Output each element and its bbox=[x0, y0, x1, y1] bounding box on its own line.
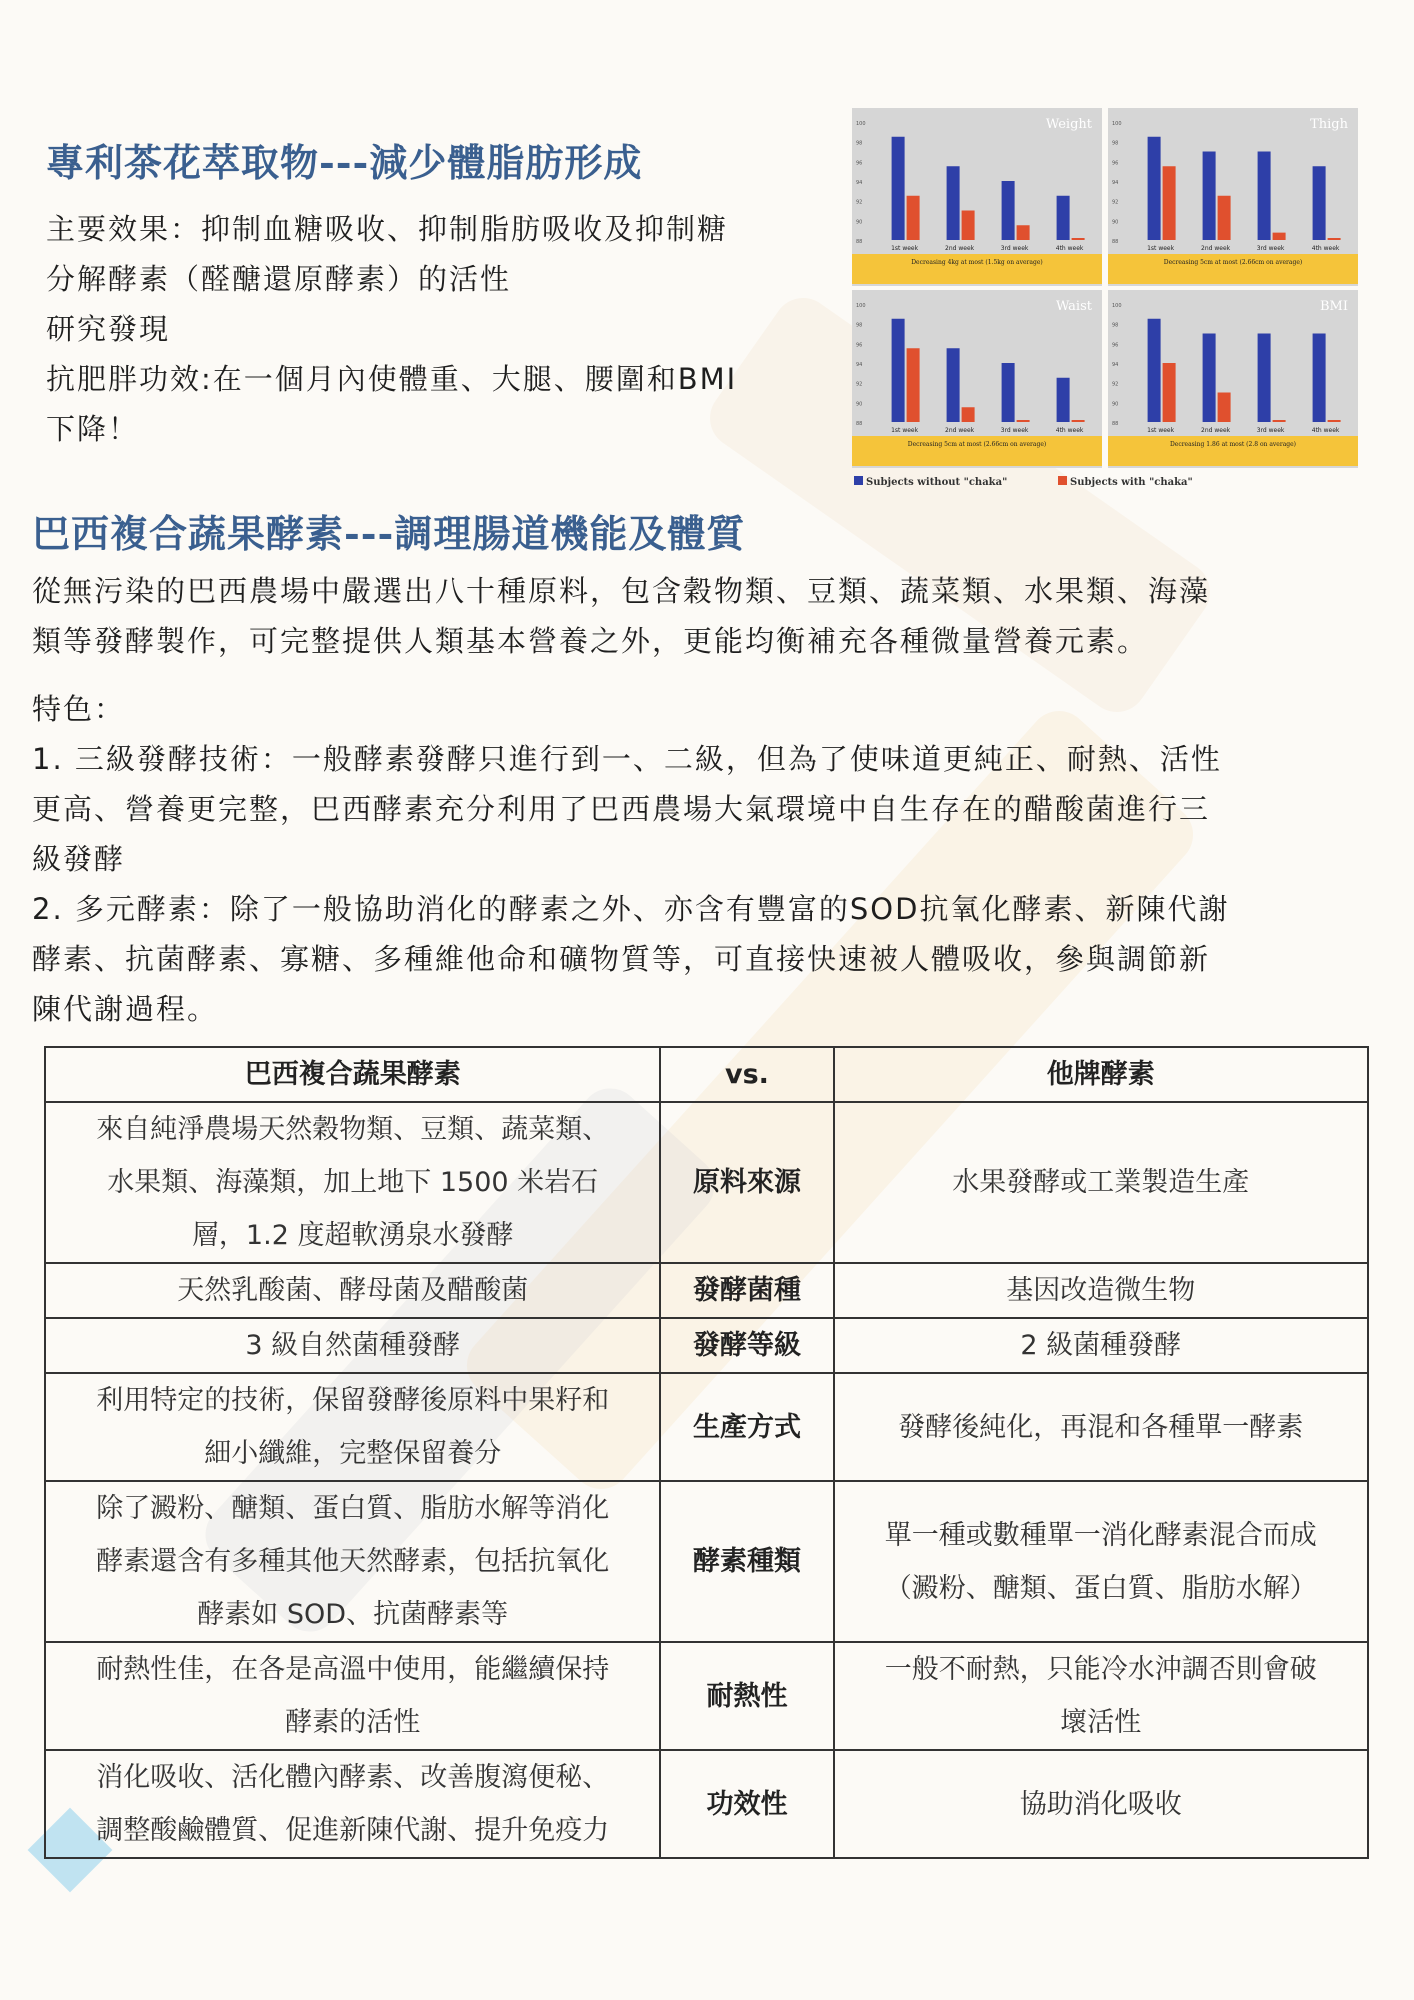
y-tick-label: 100 bbox=[856, 121, 866, 127]
y-tick-label: 90 bbox=[856, 401, 863, 408]
other-enzyme-cell bbox=[834, 1642, 1368, 1750]
panel-caption: Decreasing 4kg at most (1.5kg on average) bbox=[911, 259, 1043, 266]
cell-line: 水果類、海藻類，加上地下 1500 米岩石 bbox=[107, 1167, 599, 1198]
text-line: 分解酵素（醛醣還原酵素）的活性 bbox=[46, 262, 512, 296]
section1-body bbox=[46, 204, 836, 454]
other-enzyme-cell bbox=[834, 1481, 1368, 1642]
bar bbox=[1163, 363, 1176, 422]
panel-caption: Decreasing 5cm at most (2.66cm on average) bbox=[907, 441, 1047, 448]
bar bbox=[1203, 334, 1216, 423]
criterion-cell: 發酵菌種 bbox=[660, 1263, 833, 1318]
text-line: 下降！ bbox=[46, 412, 140, 446]
cell-line: 消化吸收、活化體內酵素、改善腹瀉便秘、 bbox=[96, 1762, 610, 1793]
criterion-cell: 酵素種類 bbox=[660, 1481, 833, 1642]
bar bbox=[1273, 233, 1286, 240]
column-header: 他牌酵素 bbox=[834, 1047, 1368, 1102]
cell-line: 除了澱粉、醣類、蛋白質、脂肪水解等消化 bbox=[96, 1493, 610, 1524]
text-line: 2. 多元酵素：除了一般協助消化的酵素之外、亦含有豐富的SOD抗氧化酵素、新陳代謝 bbox=[32, 892, 1230, 926]
other-enzyme-cell bbox=[834, 1318, 1368, 1373]
cell-line: 一般不耐熱，只能冷水沖調否則會破 bbox=[884, 1654, 1317, 1685]
cell-line: 耐熱性佳，在各是高溫中使用，能繼續保持 bbox=[96, 1654, 610, 1685]
x-tick-label: 4th week bbox=[1311, 427, 1340, 434]
cell-line: 協助消化吸收 bbox=[1019, 1788, 1182, 1820]
panel-title: Weight bbox=[1045, 117, 1092, 132]
criterion-cell: 生產方式 bbox=[660, 1373, 833, 1481]
section2-features bbox=[32, 684, 1392, 1034]
bar bbox=[962, 211, 975, 241]
y-tick-label: 92 bbox=[856, 381, 863, 388]
x-tick-label: 3rd week bbox=[1000, 245, 1029, 252]
y-tick-label: 100 bbox=[1112, 303, 1122, 309]
x-tick-label: 2nd week bbox=[1201, 245, 1231, 252]
bar bbox=[1163, 166, 1176, 240]
bar bbox=[962, 407, 975, 422]
bar bbox=[907, 196, 920, 240]
x-tick-label: 1st week bbox=[1147, 245, 1175, 252]
table-row bbox=[45, 1373, 1368, 1481]
bar bbox=[1072, 238, 1085, 240]
other-enzyme-cell bbox=[834, 1750, 1368, 1858]
cell-line: 層，1.2 度超軟湧泉水發酵 bbox=[191, 1220, 514, 1251]
cell-line: 調整酸鹼體質、促進新陳代謝、提升免疫力 bbox=[96, 1815, 610, 1846]
y-tick-label: 98 bbox=[1112, 140, 1119, 147]
x-tick-label: 2nd week bbox=[1201, 427, 1231, 434]
x-tick-label: 2nd week bbox=[945, 427, 975, 434]
y-tick-label: 90 bbox=[1112, 219, 1119, 226]
y-tick-label: 100 bbox=[1112, 121, 1122, 127]
panel-caption: Decreasing 5cm at most (2.66cm on average) bbox=[1163, 259, 1303, 266]
brazil-enzyme-cell bbox=[45, 1481, 660, 1642]
section1-title: 專利茶花萃取物---減少體脂肪形成 bbox=[46, 140, 643, 185]
brazil-enzyme-cell bbox=[45, 1102, 660, 1263]
y-tick-label: 90 bbox=[1112, 401, 1119, 408]
cell-line: 天然乳酸菌、酵母菌及醋酸菌 bbox=[177, 1275, 529, 1306]
panel-caption: Decreasing 1.86 at most (2.8 on average) bbox=[1169, 441, 1297, 448]
bar bbox=[1057, 196, 1070, 240]
bar bbox=[947, 166, 960, 240]
text-line: 陳代謝過程。 bbox=[32, 992, 219, 1026]
study-chart bbox=[852, 108, 1358, 488]
y-tick-label: 96 bbox=[856, 342, 863, 349]
bar bbox=[1203, 152, 1216, 241]
x-tick-label: 1st week bbox=[891, 245, 919, 252]
bar bbox=[1057, 378, 1070, 422]
brazil-enzyme-cell bbox=[45, 1263, 660, 1318]
table-header-row bbox=[45, 1047, 1368, 1102]
y-tick-label: 88 bbox=[1112, 421, 1119, 427]
text-line: 抗肥胖功效:在一個月內使體重、大腿、腰圍和BMI bbox=[46, 362, 738, 396]
other-enzyme-cell bbox=[834, 1102, 1368, 1263]
criterion-cell: 原料來源 bbox=[660, 1102, 833, 1263]
bar bbox=[1148, 137, 1161, 240]
x-tick-label: 4th week bbox=[1311, 245, 1340, 252]
criterion-cell: 功效性 bbox=[660, 1750, 833, 1858]
table-row bbox=[45, 1102, 1368, 1263]
x-tick-label: 4th week bbox=[1055, 245, 1084, 252]
cell-line: 發酵後純化，再混和各種單一酵素 bbox=[898, 1411, 1304, 1443]
bar bbox=[1273, 420, 1286, 422]
x-tick-label: 3rd week bbox=[1256, 427, 1285, 434]
table-row bbox=[45, 1642, 1368, 1750]
cell-line: 基因改造微生物 bbox=[1006, 1275, 1196, 1306]
cell-line: 水果發酵或工業製造生產 bbox=[952, 1167, 1250, 1198]
legend-label: Subjects with "chaka" bbox=[1070, 477, 1193, 488]
cell-line: （澱粉、醣類、蛋白質、脂肪水解） bbox=[884, 1572, 1317, 1604]
text-line: 主要效果：抑制血糖吸收、抑制脂肪吸收及抑制糖 bbox=[46, 212, 729, 246]
bar bbox=[1002, 181, 1015, 240]
legend-label: Subjects without "chaka" bbox=[866, 477, 1008, 488]
y-tick-label: 92 bbox=[856, 199, 863, 206]
brazil-enzyme-cell bbox=[45, 1750, 660, 1858]
bar bbox=[1313, 166, 1326, 240]
bar bbox=[1328, 238, 1341, 240]
cell-line: 2 級菌種發酵 bbox=[1020, 1330, 1182, 1361]
y-tick-label: 98 bbox=[856, 322, 863, 329]
text-line: 特色： bbox=[32, 692, 126, 726]
table-row bbox=[45, 1750, 1368, 1858]
table-row bbox=[45, 1481, 1368, 1642]
bar bbox=[892, 319, 905, 422]
y-tick-label: 88 bbox=[856, 239, 863, 245]
cell-line: 來自純淨農場天然穀物類、豆類、蔬菜類、 bbox=[96, 1114, 610, 1145]
cell-line: 壞活性 bbox=[1060, 1707, 1142, 1738]
text-line: 1. 三級發酵技術：一般酵素發酵只進行到一、二級，但為了使味道更純正、耐熱、活性 bbox=[32, 742, 1222, 776]
comparison-table bbox=[44, 1046, 1369, 1859]
bar bbox=[1072, 420, 1085, 422]
text-line: 更高、營養更完整，巴西酵素充分利用了巴西農場大氣環境中自生存在的醋酸菌進行三 bbox=[32, 792, 1211, 826]
other-enzyme-cell bbox=[834, 1263, 1368, 1318]
table-row bbox=[45, 1263, 1368, 1318]
y-tick-label: 98 bbox=[856, 140, 863, 147]
bar bbox=[892, 137, 905, 240]
criterion-cell: 發酵等級 bbox=[660, 1318, 833, 1373]
y-tick-label: 98 bbox=[1112, 322, 1119, 329]
legend-swatch bbox=[1058, 476, 1067, 485]
y-tick-label: 94 bbox=[856, 362, 863, 368]
brazil-enzyme-cell bbox=[45, 1318, 660, 1373]
section2-intro bbox=[32, 566, 1392, 666]
text-line: 級發酵 bbox=[32, 842, 126, 876]
section2-title: 巴西複合蔬果酵素---調理腸道機能及體質 bbox=[32, 511, 746, 556]
y-tick-label: 92 bbox=[1112, 199, 1119, 206]
y-tick-label: 92 bbox=[1112, 381, 1119, 388]
cell-line: 單一種或數種單一消化酵素混合而成 bbox=[884, 1519, 1317, 1551]
y-tick-label: 94 bbox=[1112, 180, 1119, 186]
brazil-enzyme-cell bbox=[45, 1373, 660, 1481]
y-tick-label: 90 bbox=[856, 219, 863, 226]
x-tick-label: 2nd week bbox=[945, 245, 975, 252]
y-tick-label: 96 bbox=[1112, 342, 1119, 349]
criterion-cell: 耐熱性 bbox=[660, 1642, 833, 1750]
x-tick-label: 4th week bbox=[1055, 427, 1084, 434]
y-tick-label: 88 bbox=[1112, 239, 1119, 245]
table-row bbox=[45, 1318, 1368, 1373]
bar bbox=[1148, 319, 1161, 422]
x-tick-label: 3rd week bbox=[1000, 427, 1029, 434]
legend-swatch bbox=[854, 476, 863, 485]
y-tick-label: 94 bbox=[1112, 362, 1119, 368]
bar bbox=[947, 348, 960, 422]
cell-line: 酵素的活性 bbox=[285, 1707, 421, 1738]
y-tick-label: 96 bbox=[856, 160, 863, 167]
cell-line: 酵素如 SOD、抗菌酵素等 bbox=[197, 1599, 509, 1630]
panel-title: Waist bbox=[1055, 299, 1092, 314]
cell-line: 利用特定的技術，保留發酵後原料中果籽和 bbox=[96, 1385, 610, 1416]
bar bbox=[1218, 393, 1231, 423]
brazil-enzyme-cell bbox=[45, 1642, 660, 1750]
y-tick-label: 94 bbox=[856, 180, 863, 186]
column-header: 巴西複合蔬果酵素 bbox=[45, 1047, 660, 1102]
text-line: 酵素、抗菌酵素、寡糖、多種維他命和礦物質等，可直接快速被人體吸收，參與調節新 bbox=[32, 942, 1211, 976]
bar bbox=[907, 348, 920, 422]
panel-title: BMI bbox=[1320, 299, 1348, 314]
bar bbox=[1218, 196, 1231, 240]
text-line: 研究發現 bbox=[46, 312, 171, 346]
bar bbox=[1313, 334, 1326, 423]
text-line: 類等發酵製作，可完整提供人類基本營養之外，更能均衡補充各種微量營養元素。 bbox=[32, 624, 1149, 658]
x-tick-label: 1st week bbox=[1147, 427, 1175, 434]
bar bbox=[1328, 420, 1341, 422]
panel-title: Thigh bbox=[1310, 117, 1348, 132]
cell-line: 細小纖維，完整保留養分 bbox=[204, 1438, 502, 1469]
y-tick-label: 96 bbox=[1112, 160, 1119, 167]
column-header: vs. bbox=[660, 1047, 833, 1102]
cell-line: 3 級自然菌種發酵 bbox=[245, 1330, 461, 1361]
y-tick-label: 100 bbox=[856, 303, 866, 309]
x-tick-label: 3rd week bbox=[1256, 245, 1285, 252]
other-enzyme-cell bbox=[834, 1373, 1368, 1481]
bar bbox=[1258, 334, 1271, 423]
bar bbox=[1017, 225, 1030, 240]
bar bbox=[1017, 420, 1030, 422]
cell-line: 酵素還含有多種其他天然酵素，包括抗氧化 bbox=[96, 1546, 610, 1577]
x-tick-label: 1st week bbox=[891, 427, 919, 434]
bar bbox=[1258, 152, 1271, 241]
y-tick-label: 88 bbox=[856, 421, 863, 427]
text-line: 從無污染的巴西農場中嚴選出八十種原料，包含穀物類、豆類、蔬菜類、水果類、海藻 bbox=[32, 574, 1211, 608]
bar bbox=[1002, 363, 1015, 422]
